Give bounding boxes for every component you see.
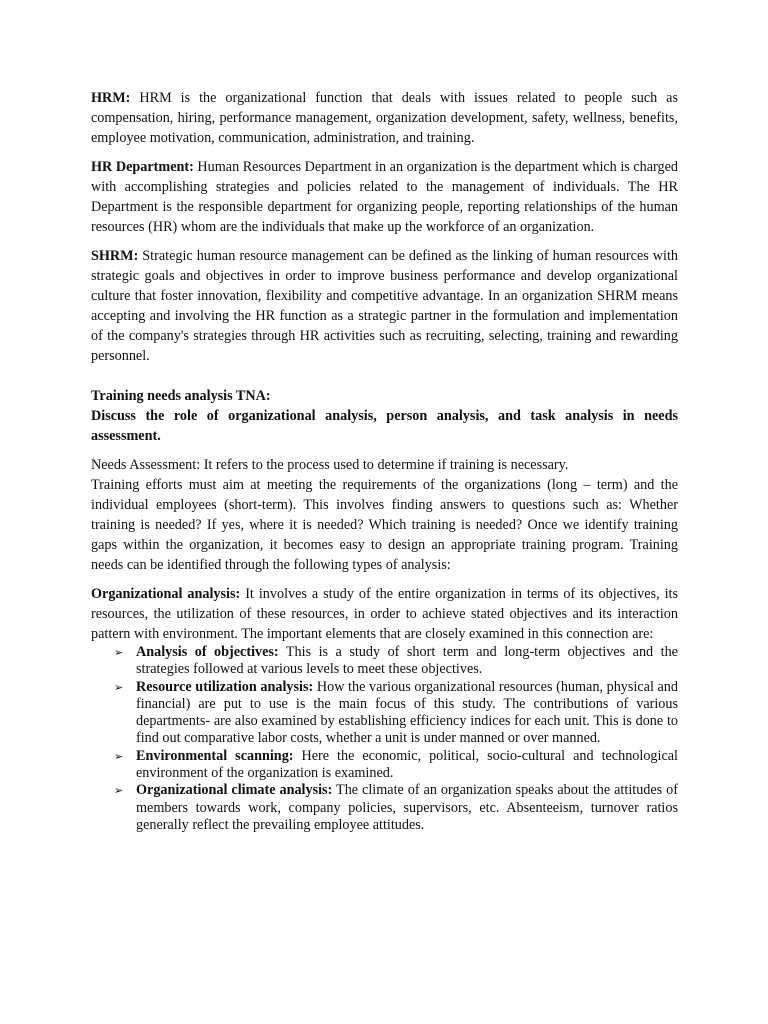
- hrm-text: HRM is the organizational function that deals with issues related to people such as compensation, hiring, performance management, organization development, safety, wellness, benefits, employee motivation, communication, administration, and training.: [91, 90, 678, 146]
- list-item-term: Organizational climate analysis:: [136, 782, 333, 799]
- document-page: [91, 88, 678, 834]
- hr-department-term: HR Department:: [91, 159, 194, 175]
- list-item-text: The climate of an organization speaks about the attitudes of members towards work, company policies, supervisors, etc. Absenteeism, turnover ratios generally reflect the prevailing employee attitudes.: [136, 782, 678, 833]
- arrow-bullet-icon: ➢: [114, 784, 124, 798]
- needs-assessment-block: [91, 455, 678, 575]
- list-item-term: Environmental scanning:: [136, 747, 294, 764]
- organizational-analysis-term: Organizational analysis:: [91, 586, 241, 602]
- analysis-elements-list: [91, 644, 678, 834]
- arrow-bullet-icon: ➢: [114, 749, 124, 763]
- needs-assessment-body: Training efforts must aim at meeting the requirements of the organizations (long – term) and the individual employees (short-term). This involves finding answers to questions such as: Whether training is needed? If yes, where it is needed? Which training is needed? Once we identify training gaps within the organization, it becomes easy to design an appropriate training program. Training needs can be identified through the following types of analysis:: [91, 477, 678, 573]
- shrm-text: Strategic human resource management can be defined as the linking of human resources with strategic goals and objectives in order to improve business performance and develop organizational culture that foster innovation, flexibility and competitive advantage. In an organization SHRM means accepting and involving the HR function as a strategic partner in the formulation and implementation of the company's strategies through HR activities such as recruiting, selecting, training and rewarding personnel.: [91, 248, 678, 364]
- list-item-term: Resource utilization analysis:: [136, 678, 314, 695]
- shrm-paragraph: [91, 246, 678, 366]
- tna-question: [91, 406, 678, 446]
- tna-question-text: Discuss the role of organizational analysis, person analysis, and task analysis in needs assessment.: [91, 408, 678, 444]
- arrow-bullet-icon: ➢: [114, 646, 124, 659]
- list-item: [114, 747, 678, 783]
- list-item: [114, 782, 678, 834]
- hr-department-paragraph: [91, 157, 678, 237]
- hrm-term: HRM:: [91, 90, 131, 106]
- hr-department-text: Human Resources Department in an organization is the department which is charged with accomplishing strategies and policies related to the management of individuals. The HR Department is the responsible department for organizing people, reporting relationships of the human resources (HR) whom are the individuals that make up the workforce of an organization.: [91, 159, 678, 235]
- list-item-term: Analysis of objectives:: [136, 644, 279, 660]
- tna-heading-text: Training needs analysis TNA:: [91, 388, 271, 404]
- hrm-paragraph: [91, 88, 678, 148]
- shrm-term: SHRM:: [91, 248, 139, 264]
- organizational-analysis-paragraph: [91, 584, 678, 644]
- organizational-analysis-text: It involves a study of the entire organization in terms of its objectives, its resources, the utilization of these resources, in order to achieve stated objectives and its interaction pattern with environment. The important elements that are closely examined in this connection are:: [91, 586, 678, 642]
- list-item: [114, 644, 678, 679]
- tna-heading: [91, 386, 678, 406]
- arrow-bullet-icon: ➢: [114, 680, 124, 694]
- list-item-text: How the various organizational resources (human, physical and financial) are put to use is the main focus of this study. The contributions of various departments- are also examined by establishing efficiency indices for each unit. This is done to find out comparative labor costs, whether a unit is under manned or over manned.: [136, 678, 678, 747]
- list-item-text: This is a study of short term and long-term objectives and the strategies followed at various levels to meet these objectives.: [136, 644, 678, 678]
- needs-assessment-line1: Needs Assessment: It refers to the process used to determine if training is necessary.: [91, 457, 569, 473]
- list-item-text: Here the economic, political, socio-cultural and technological environment of the organization is examined.: [136, 747, 678, 782]
- list-item: [114, 678, 678, 748]
